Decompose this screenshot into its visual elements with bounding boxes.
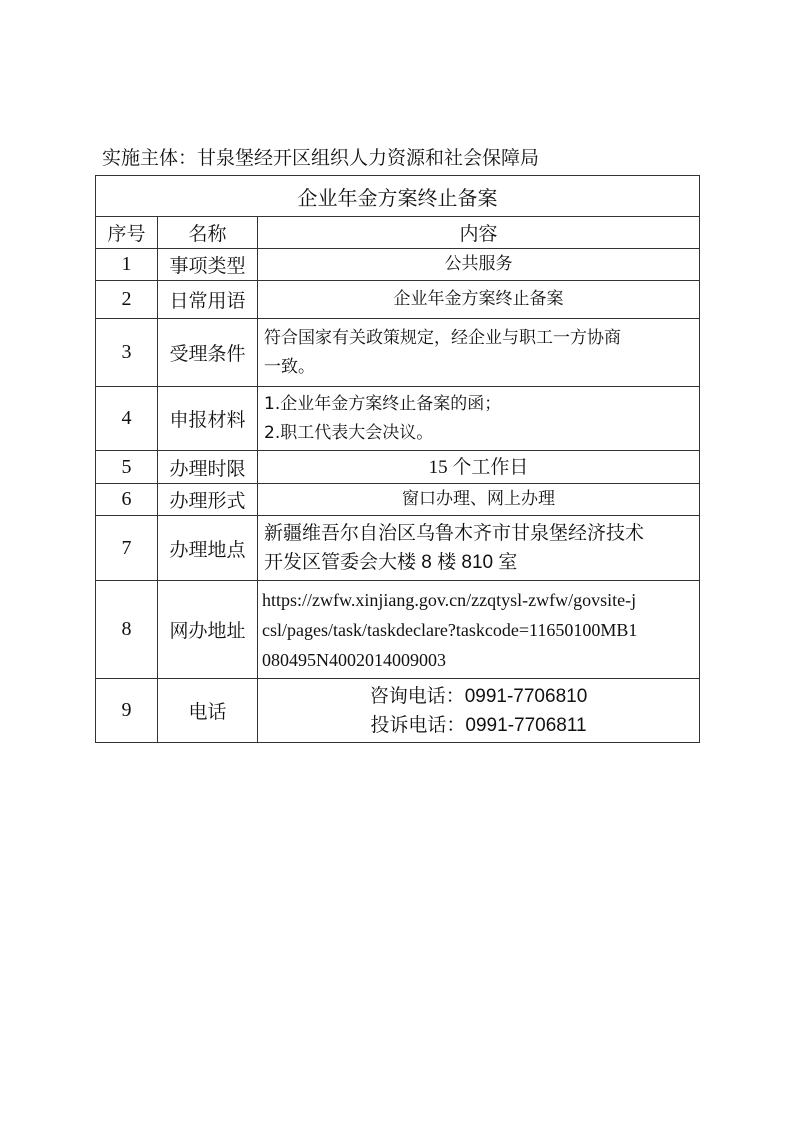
online-service-url (258, 581, 700, 679)
content-line: 080495N4002014009003 (262, 649, 446, 670)
row-name: 受理条件 (158, 319, 258, 387)
row-content (258, 249, 700, 281)
content-line: 公共服务 (444, 254, 513, 274)
row-seq: 1 (96, 249, 158, 281)
row-seq: 2 (96, 281, 158, 319)
content-line: 窗口办理、网上办理 (402, 489, 555, 509)
content-line: 符合国家有关政策规定，经企业与职工一方协商 (264, 327, 621, 348)
table-row (96, 249, 700, 281)
content-line: 1.企业年金方案终止备案的函； (264, 393, 502, 414)
row-seq: 6 (96, 484, 158, 516)
content-line: 2.职工代表大会决议。 (264, 422, 434, 443)
table-row (96, 319, 700, 387)
row-content (258, 451, 700, 484)
header-seq: 序号 (96, 217, 158, 249)
row-name: 办理形式 (158, 484, 258, 516)
consult-phone: 咨询电话：0991-7706810 (369, 685, 588, 707)
row-name: 网办地址 (158, 581, 258, 679)
row-seq: 9 (96, 679, 158, 743)
row-seq: 3 (96, 319, 158, 387)
table-row (96, 387, 700, 451)
row-content (258, 319, 700, 387)
row-name: 日常用语 (158, 281, 258, 319)
row-content (258, 679, 700, 743)
table-row (96, 451, 700, 484)
table-row (96, 484, 700, 516)
table-row (96, 581, 700, 679)
row-content (258, 516, 700, 581)
document-title: 企业年金方案终止备案 (96, 176, 700, 217)
content-line: 企业年金方案终止备案 (393, 289, 564, 309)
header-name: 名称 (158, 217, 258, 249)
implementing-agency: 实施主体：甘泉堡经开区组织人力资源和社会保障局 (102, 147, 540, 169)
complaint-phone: 投诉电话：0991-7706811 (370, 714, 587, 736)
table-row (96, 679, 700, 743)
content-line: https://zwfw.xinjiang.gov.cn/zzqtysl-zwfw/govsite-j (262, 589, 637, 610)
row-name: 办理地点 (158, 516, 258, 581)
row-seq: 8 (96, 581, 158, 679)
table-row (96, 516, 700, 581)
row-name: 办理时限 (158, 451, 258, 484)
content-line: 新疆维吾尔自治区乌鲁木齐市甘泉堡经济技术 (264, 523, 645, 544)
table-header-row (96, 217, 700, 249)
row-content (258, 387, 700, 451)
row-name: 申报材料 (158, 387, 258, 451)
row-seq: 5 (96, 451, 158, 484)
row-seq: 7 (96, 516, 158, 581)
content-line: 开发区管委会大楼 8 楼 810 室 (264, 552, 518, 573)
row-content (258, 281, 700, 319)
content-line: 一致。 (264, 356, 315, 377)
row-name: 事项类型 (158, 249, 258, 281)
content-line: csl/pages/task/taskdeclare?taskcode=11650100MB1 (262, 619, 638, 640)
table-title-row (96, 176, 700, 217)
content-line: 15 个工作日 (428, 456, 529, 478)
row-seq: 4 (96, 387, 158, 451)
row-name: 电话 (158, 679, 258, 743)
header-content: 内容 (258, 217, 700, 249)
service-info-table (95, 175, 700, 743)
row-content (258, 484, 700, 516)
table-row (96, 281, 700, 319)
